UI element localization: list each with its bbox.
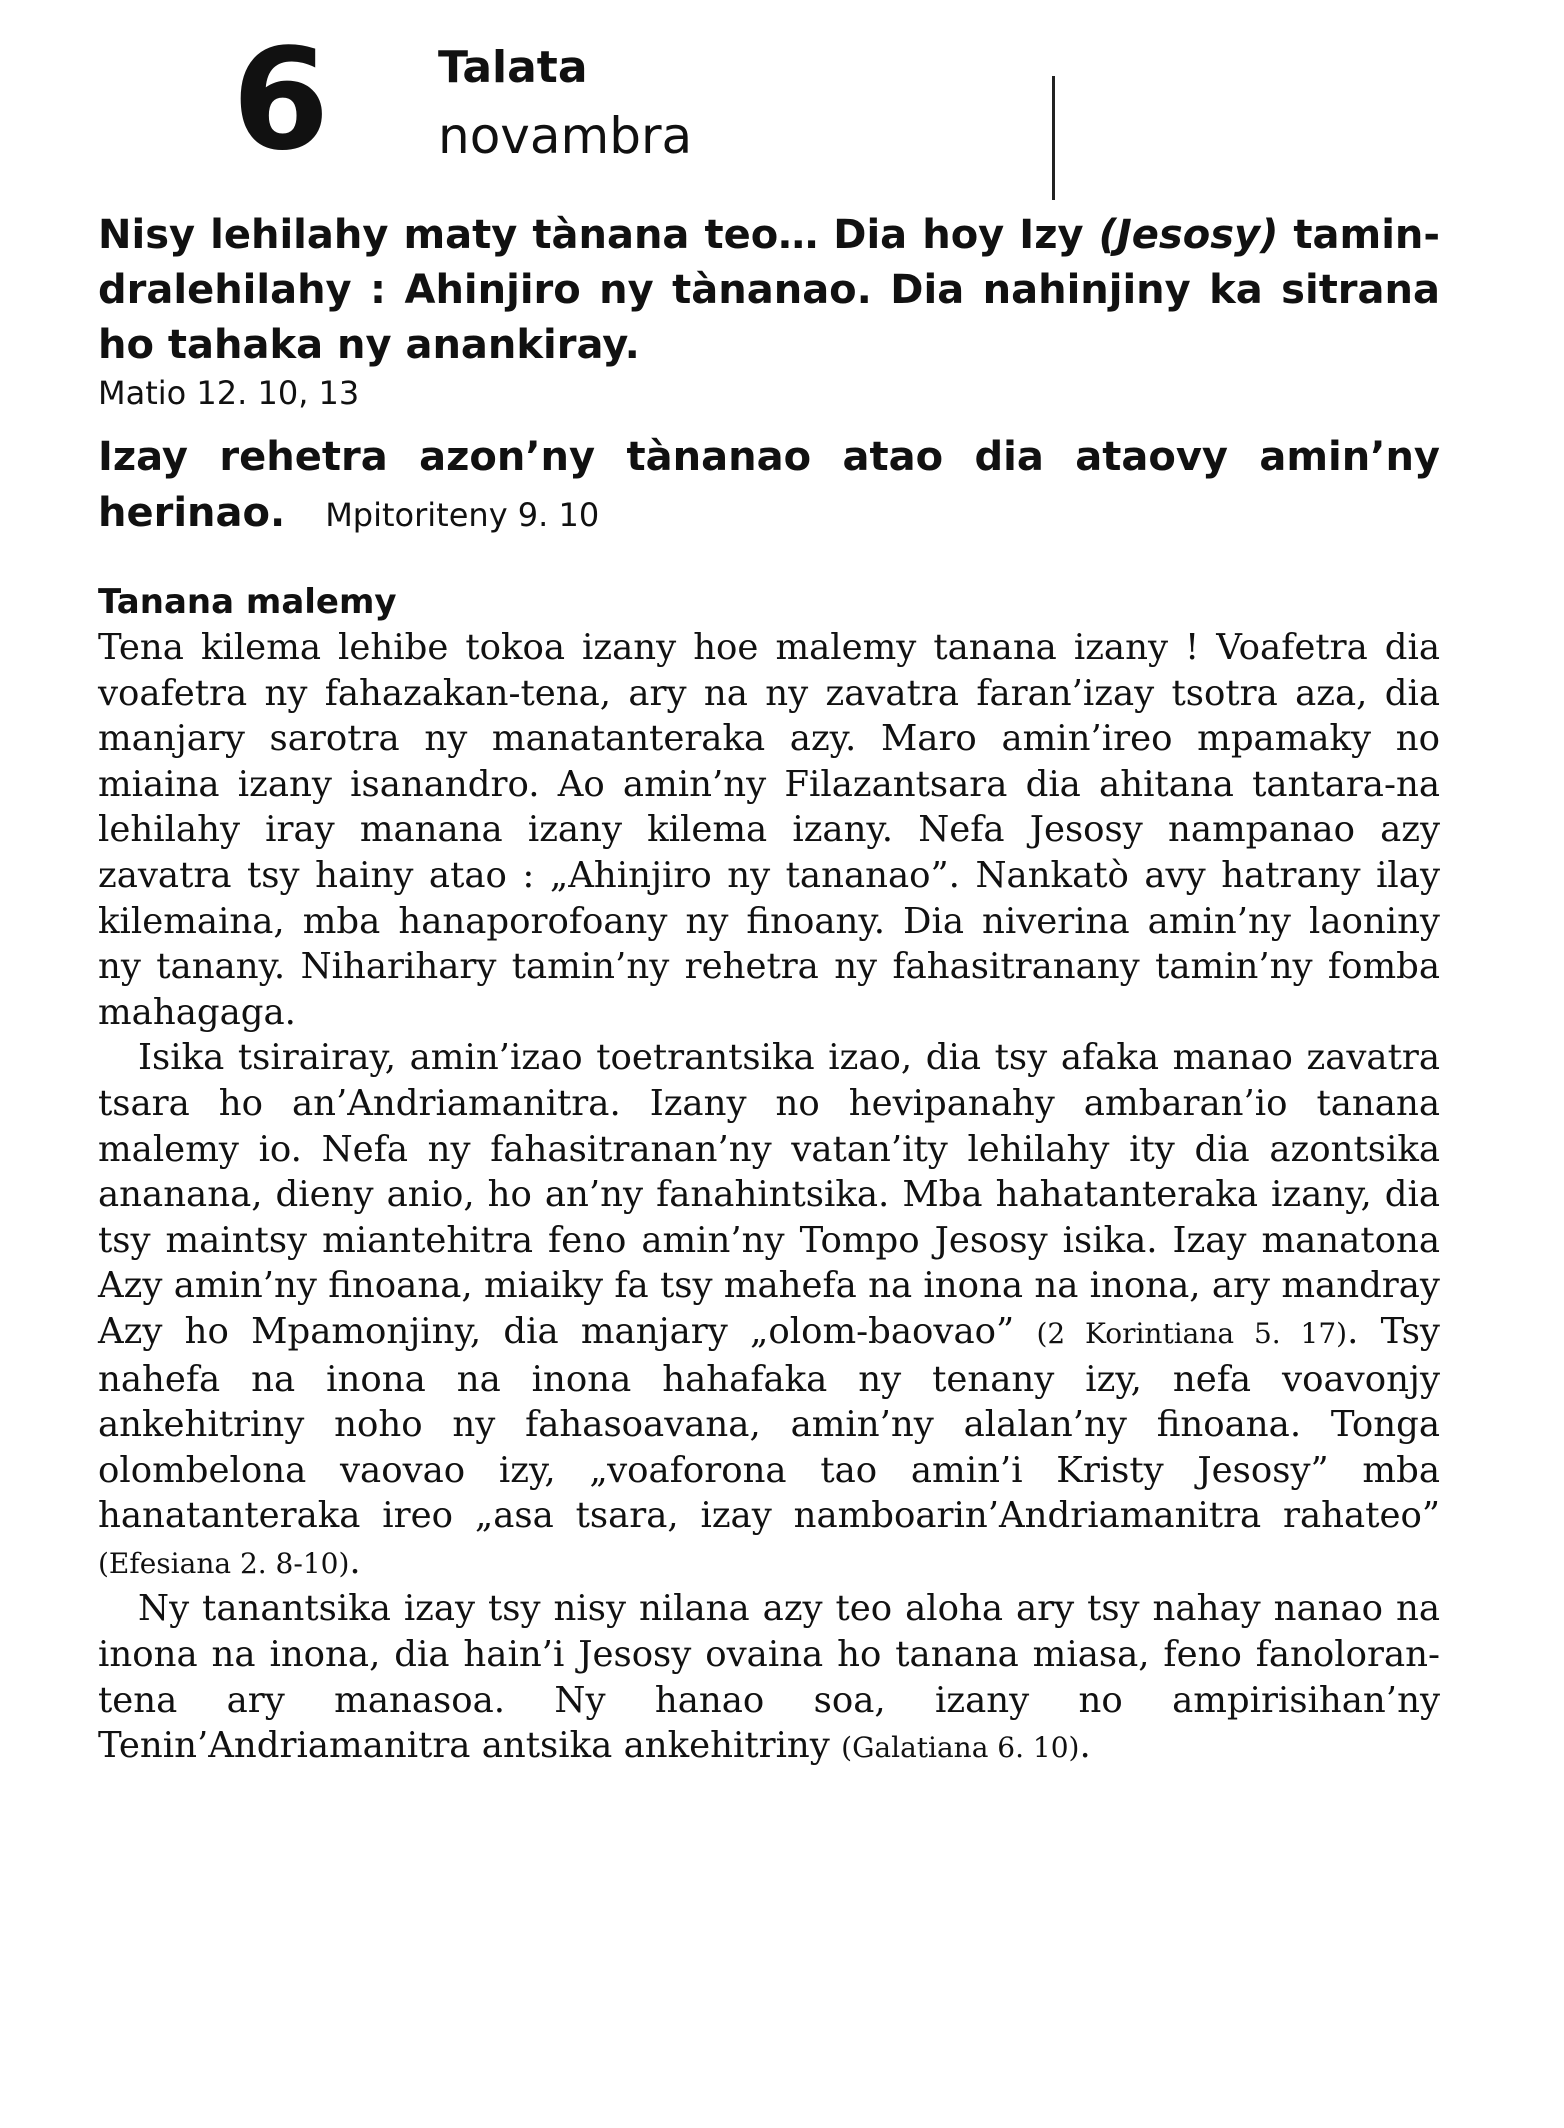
paragraph-2 [98, 1035, 1440, 1586]
key-verse-part2: tamin-dralehilahy : Ahinjiro ny tànanao. Dia nahinjiny ka sitrana ho tahaka ny anankiray. [98, 212, 1440, 368]
second-verse [98, 429, 1440, 543]
key-verse [98, 208, 1440, 373]
key-verse-part1: Nisy lehilahy maty tànana teo… Dia hoy Izy [98, 212, 1099, 258]
paragraph-3-text-a: Ny tanantsika izay tsy nisy nilana azy teo aloha ary tsy nahay nanao na inona na inona, dia hain’i Jesosy ovaina ho tanana miasa, feno fanoloran-tena ary manasoa. Ny hanao soa, izany no ampirisihan’ny Tenin’Andriamanitra antsika ankehitriny [98, 1588, 1440, 1767]
paragraph-3-text-b: . [1079, 1725, 1091, 1767]
main-content [98, 208, 1440, 1771]
paragraph-2-text-a: Isika tsirairay, amin’izao toetrantsika izao, dia tsy afaka manao zavatra tsara ho an’Andriamanitra. Izany no hevipanahy ambaran’io tanana malemy io. Nefa ny fahasitranan’ny vatan’ity lehilahy ity dia azontsika ananana, dieny anio, ho an’ny fanahintsika. Mba hahatanteraka izany, dia tsy maintsy miantehitra feno amin’ny Tompo Jesosy isika. Izay manatona Azy amin’ny finoana, miaiky fa tsy mahefa na inona na inona, ary mandray Azy ho Mpamonjiny, dia manjary „olom-baovao” [98, 1037, 1440, 1352]
weekday-label: Talata [438, 42, 588, 93]
day-number: 6 [232, 19, 326, 182]
header-divider [1052, 76, 1055, 200]
second-verse-reference: Mpitoriteny 9. 10 [325, 496, 600, 534]
paragraph-2-text-c: . [349, 1540, 361, 1582]
key-verse-reference: Matio 12. 10, 13 [98, 374, 360, 412]
date-header [232, 19, 832, 182]
paragraph-1: Tena kilema lehibe tokoa izany hoe malemy tanana izany ! Voafetra dia voafetra ny fahazakan-tena, ary na ny zavatra faran’izay tsotra aza, dia manjary sarotra ny manatanteraka azy. Maro amin’ireo mpamaky no miaina izany isanandro. Ao amin’ny Filazantsara dia ahitana tantara-na lehilahy iray manana izany kilema izany. Nefa Jesosy nampanao azy zavatra tsy hainy atao : „Ahinjiro ny tananao”. Nankatò avy hatrany ilay kilemaina, mba hanaporofoany ny finoany. Dia niverina amin’ny laoniny ny tanany. Niharihary tamin’ny rehetra ny fahasitranany tamin’ny fomba mahagaga. [98, 627, 1440, 1033]
second-verse-text: Izay rehetra azon’ny tànanao atao dia ataovy amin’ny herinao. [98, 434, 1440, 536]
section-title: Tanana malemy [98, 582, 397, 622]
key-verse-parenthetical: (Jesosy) [1098, 212, 1279, 258]
month-label: novambra [438, 107, 693, 165]
body-text [98, 625, 1440, 1771]
paragraph-2-reference-2: (Efesiana 2. 8-10) [98, 1546, 350, 1580]
paragraph-2-text-b: . Tsy nahefa na inona na inona hahafaka ny tenany izy, nefa voavonjy ankehitriny noho ny fahasoavana, amin’ny alalan’ny finoana. Tonga olombelona vaovao izy, „voaforona tao amin’i Kristy Jesosy” mba hanatanteraka ireo „asa tsara, izay namboarin’Andriamanitra rahateo” [98, 1310, 1440, 1537]
paragraph-2-reference-1: (2 Korintiana 5. 17) [1036, 1316, 1348, 1350]
paragraph-3-reference: (Galatiana 6. 10) [841, 1731, 1080, 1765]
paragraph-3 [98, 1586, 1440, 1770]
